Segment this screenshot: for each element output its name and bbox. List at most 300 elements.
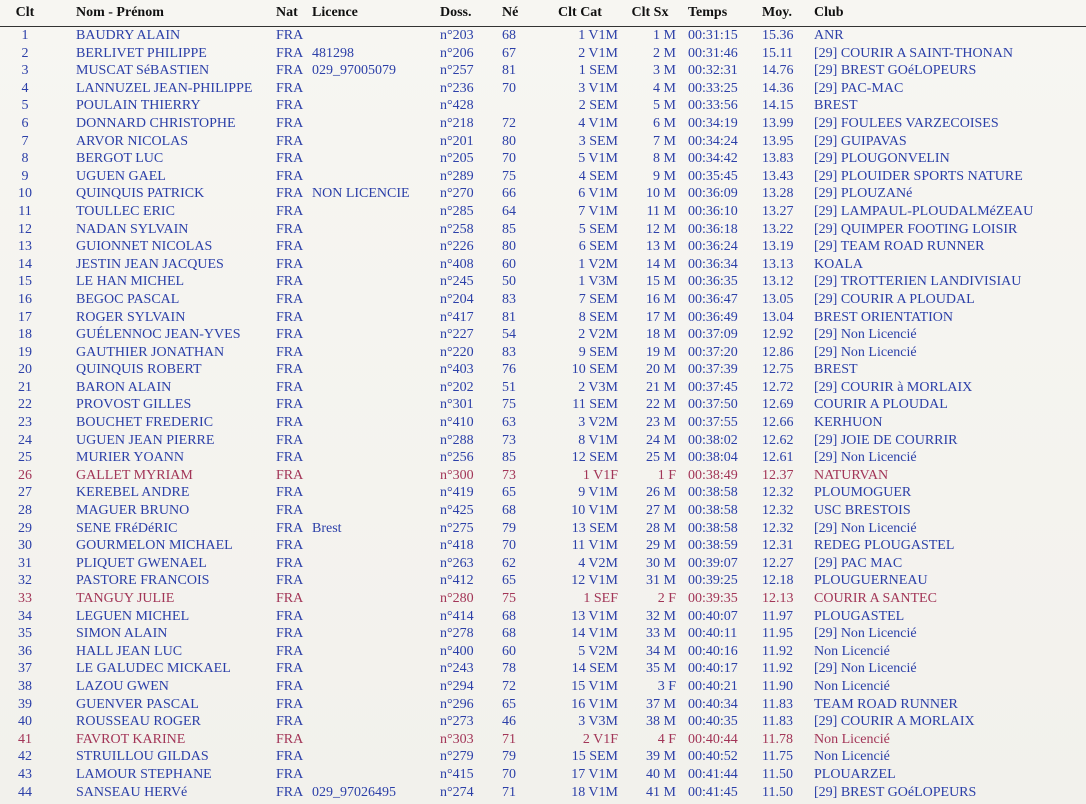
category-rank-cell: 6 SEM (578, 239, 618, 255)
time-cell: 00:36:34 (688, 256, 738, 272)
rank-cell: 35 (18, 626, 32, 642)
sex-rank-cell: 32 M (646, 608, 676, 624)
result-row (0, 625, 1086, 643)
result-row (0, 520, 1086, 538)
sex-rank-cell: 41 M (646, 784, 676, 800)
rank-cell: 13 (18, 239, 32, 255)
category-rank-cell: 2 V1F (582, 731, 618, 747)
category-rank-cell: 8 SEM (578, 309, 618, 325)
birth-year-cell: 79 (502, 520, 516, 536)
club-cell: [29] COURIR A SAINT-THONAN (814, 45, 1013, 61)
speed-cell: 12.31 (762, 538, 794, 554)
rank-cell: 41 (18, 731, 32, 747)
category-rank-cell: 1 V2M (578, 256, 618, 272)
category-rank-cell: 2 SEM (578, 98, 618, 114)
speed-cell: 12.61 (762, 450, 794, 466)
time-cell: 00:38:49 (688, 467, 738, 483)
time-cell: 00:39:35 (688, 591, 738, 606)
sex-rank-cell: 35 M (646, 661, 676, 677)
category-rank-cell: 6 V1M (578, 186, 618, 202)
speed-cell: 13.43 (762, 168, 794, 184)
licence-cell (311, 590, 434, 608)
nat-cell: FRA (276, 555, 304, 571)
rank-cell: 25 (18, 450, 32, 466)
sex-rank-cell: 15 M (646, 274, 676, 290)
speed-cell: 13.13 (762, 256, 794, 272)
club-cell: [29] JOIE DE COURRIR (814, 432, 958, 448)
sex-rank-cell: 33 M (646, 626, 676, 642)
result-row (0, 572, 1086, 590)
bib-cell: n°428 (440, 98, 474, 114)
result-row (0, 643, 1086, 661)
rank-cell: 3 (21, 63, 29, 79)
name-cell: HALL JEAN LUC (76, 643, 183, 659)
bib-cell: n°204 (440, 291, 474, 307)
birth-year-cell: 70 (502, 151, 516, 167)
sex-rank-cell: 13 M (646, 239, 676, 255)
category-rank-cell: 15 V1M (571, 678, 618, 694)
name-cell: SENE FRéDéRIC (76, 520, 178, 536)
result-row (0, 784, 1086, 802)
birth-year-cell: 60 (502, 643, 516, 659)
nat-cell: FRA (276, 98, 304, 114)
licence-cell (311, 326, 434, 344)
result-row (0, 590, 1086, 608)
birth-year-cell: 66 (502, 186, 516, 202)
speed-cell: 12.69 (762, 397, 794, 413)
category-rank-cell: 12 V1M (571, 573, 618, 589)
rank-cell: 20 (18, 362, 32, 378)
sex-rank-cell: 16 M (646, 291, 676, 307)
time-cell: 00:37:55 (688, 415, 738, 431)
birth-year-cell: 71 (502, 784, 516, 800)
rank-cell: 44 (18, 784, 32, 800)
speed-cell: 11.92 (762, 643, 793, 659)
bib-cell: n°226 (440, 239, 474, 255)
sex-rank-cell: 11 M (646, 203, 676, 219)
speed-cell: 11.83 (762, 714, 793, 730)
category-rank-cell: 3 V2M (578, 415, 618, 431)
club-cell: BREST ORIENTATION (814, 309, 954, 325)
bib-cell: n°412 (440, 573, 474, 589)
speed-cell: 13.27 (762, 203, 794, 219)
nat-cell: FRA (276, 362, 304, 378)
name-cell: BERGOT LUC (76, 151, 164, 167)
speed-cell: 14.36 (762, 80, 794, 96)
result-row (0, 309, 1086, 327)
bib-cell: n°227 (440, 327, 474, 343)
result-row (0, 678, 1086, 696)
category-rank-cell: 18 V1M (571, 784, 618, 800)
rank-cell: 42 (18, 749, 32, 765)
bib-cell: n°296 (440, 696, 474, 712)
name-cell: JESTIN JEAN JACQUES (76, 256, 224, 272)
speed-cell: 13.12 (762, 274, 794, 290)
name-cell: BAUDRY ALAIN (76, 28, 181, 43)
category-rank-cell: 7 V1M (578, 203, 618, 219)
club-cell: PLOUMOGUER (814, 485, 912, 501)
bib-cell: n°220 (440, 344, 474, 360)
sex-rank-cell: 8 M (653, 151, 676, 167)
speed-cell: 12.32 (762, 503, 794, 519)
licence-cell (311, 467, 434, 485)
time-cell: 00:34:24 (688, 133, 738, 149)
result-row (0, 379, 1086, 397)
name-cell: POULAIN THIERRY (76, 98, 201, 114)
club-cell: [29] TROTTERIEN LANDIVISIAU (814, 274, 1022, 290)
birth-year-cell: 76 (502, 362, 516, 378)
time-cell: 00:31:46 (688, 45, 738, 61)
licence-cell (311, 115, 434, 133)
licence-cell: 029_97005079 (312, 63, 396, 79)
name-cell: BARON ALAIN (76, 379, 172, 395)
category-rank-cell: 12 SEM (571, 450, 618, 466)
sex-rank-cell: 22 M (646, 397, 676, 413)
speed-cell: 12.32 (762, 485, 794, 501)
category-rank-cell: 2 V2M (578, 327, 618, 343)
club-cell: NATURVAN (814, 467, 889, 483)
time-cell: 00:40:35 (688, 714, 738, 730)
sex-rank-cell: 29 M (646, 538, 676, 554)
rank-cell: 26 (18, 467, 32, 483)
sex-rank-cell: 14 M (646, 256, 676, 272)
birth-year-cell: 75 (502, 591, 516, 606)
result-row (0, 273, 1086, 291)
sex-rank-cell: 25 M (646, 450, 676, 466)
rank-cell: 9 (21, 168, 29, 184)
time-cell: 00:38:59 (688, 538, 738, 554)
category-rank-cell: 14 V1M (571, 626, 618, 642)
time-cell: 00:38:58 (688, 503, 738, 519)
speed-cell: 15.11 (762, 45, 793, 61)
club-cell: [29] BREST GOéLOPEURS (814, 784, 977, 800)
header-clt-sx: Clt Sx (624, 0, 682, 27)
nat-cell: FRA (276, 749, 304, 765)
speed-cell: 11.97 (762, 608, 793, 624)
nat-cell: FRA (276, 485, 304, 501)
name-cell: LAZOU GWEN (76, 678, 169, 694)
birth-year-cell: 65 (502, 696, 516, 712)
nat-cell: FRA (276, 608, 304, 624)
rank-cell: 38 (18, 678, 32, 694)
sex-rank-cell: 18 M (646, 327, 676, 343)
speed-cell: 13.19 (762, 239, 794, 255)
nat-cell: FRA (276, 28, 304, 43)
birth-year-cell: 63 (502, 415, 516, 431)
birth-year-cell: 60 (502, 256, 516, 272)
birth-year-cell: 78 (502, 661, 516, 677)
club-cell: [29] COURIR A PLOUDAL (814, 291, 975, 307)
sex-rank-cell: 1 M (653, 28, 676, 43)
name-cell: DONNARD CHRISTOPHE (76, 115, 236, 131)
club-cell: Non Licencié (814, 749, 890, 765)
sex-rank-cell: 1 F (657, 467, 676, 483)
category-rank-cell: 1 V1F (582, 467, 618, 483)
sex-rank-cell: 24 M (646, 432, 676, 448)
time-cell: 00:36:35 (688, 274, 738, 290)
licence-cell (311, 537, 434, 555)
time-cell: 00:37:09 (688, 327, 738, 343)
sex-rank-cell: 19 M (646, 344, 676, 360)
rank-cell: 11 (18, 203, 32, 219)
bib-cell: n°300 (440, 467, 474, 483)
licence-cell (311, 309, 434, 327)
bib-cell: n°285 (440, 203, 474, 219)
result-row (0, 467, 1086, 485)
rank-cell: 10 (18, 186, 32, 202)
licence-cell (311, 555, 434, 573)
nat-cell: FRA (276, 415, 304, 431)
birth-year-cell: 75 (502, 397, 516, 413)
licence-cell: Brest (312, 520, 342, 536)
rank-cell: 43 (18, 766, 32, 782)
result-row (0, 256, 1086, 274)
time-cell: 00:36:09 (688, 186, 738, 202)
sex-rank-cell: 10 M (646, 186, 676, 202)
club-cell: [29] Non Licencié (814, 626, 917, 642)
category-rank-cell: 11 V1M (571, 538, 618, 554)
birth-year-cell: 68 (502, 28, 516, 43)
result-row (0, 484, 1086, 502)
time-cell: 00:36:24 (688, 239, 738, 255)
rank-cell: 36 (18, 643, 32, 659)
birth-year-cell: 73 (502, 467, 516, 483)
birth-year-cell: 67 (502, 45, 516, 61)
rank-cell: 17 (18, 309, 32, 325)
header-nat: Nat (276, 0, 311, 27)
licence-cell (311, 449, 434, 467)
speed-cell: 11.95 (762, 626, 793, 642)
name-cell: NADAN SYLVAIN (76, 221, 189, 237)
result-row (0, 555, 1086, 573)
club-cell: [29] FOULEES VARZECOISES (814, 115, 999, 131)
bib-cell: n°273 (440, 714, 474, 730)
category-rank-cell: 13 V1M (571, 608, 618, 624)
result-row (0, 62, 1086, 80)
nat-cell: FRA (276, 503, 304, 519)
time-cell: 00:37:45 (688, 379, 738, 395)
licence-cell: 029_97026495 (312, 784, 396, 800)
result-row (0, 696, 1086, 714)
club-cell: [29] Non Licencié (814, 327, 917, 343)
birth-year-cell: 81 (502, 309, 516, 325)
result-row (0, 748, 1086, 766)
licence-cell (311, 432, 434, 450)
bib-cell: n°418 (440, 538, 474, 554)
time-cell: 00:40:07 (688, 608, 738, 624)
bib-cell: n°403 (440, 362, 474, 378)
speed-cell: 13.22 (762, 221, 794, 237)
licence-cell (311, 396, 434, 414)
category-rank-cell: 3 V3M (578, 714, 618, 730)
sex-rank-cell: 12 M (646, 221, 676, 237)
name-cell: BERLIVET PHILIPPE (76, 45, 207, 61)
header-clt: Clt (0, 0, 50, 27)
birth-year-cell: 70 (502, 80, 516, 96)
rank-cell: 27 (18, 485, 32, 501)
licence-cell (311, 678, 434, 696)
category-rank-cell: 4 SEM (578, 168, 618, 184)
time-cell: 00:40:44 (688, 731, 738, 747)
name-cell: ROUSSEAU ROGER (76, 714, 201, 730)
nat-cell: FRA (276, 520, 304, 536)
bib-cell: n°274 (440, 784, 474, 800)
bib-cell: n°218 (440, 115, 474, 131)
time-cell: 00:38:04 (688, 450, 738, 466)
club-cell: [29] PLOUIDER SPORTS NATURE (814, 168, 1023, 184)
result-row (0, 150, 1086, 168)
time-cell: 00:31:15 (688, 28, 738, 43)
bib-cell: n°280 (440, 591, 474, 606)
sex-rank-cell: 30 M (646, 555, 676, 571)
bib-cell: n°205 (440, 151, 474, 167)
rank-cell: 4 (21, 80, 29, 96)
result-row (0, 396, 1086, 414)
club-cell: [29] PAC-MAC (814, 80, 904, 96)
birth-year-cell: 81 (502, 63, 516, 79)
licence-cell (311, 766, 434, 784)
header-nom: Nom - Prénom (50, 0, 276, 27)
time-cell: 00:37:39 (688, 362, 738, 378)
category-rank-cell: 5 V1M (578, 151, 618, 167)
name-cell: TOULLEC ERIC (76, 203, 175, 219)
rank-cell: 7 (21, 133, 29, 149)
category-rank-cell: 1 V1M (578, 28, 618, 43)
sex-rank-cell: 26 M (646, 485, 676, 501)
time-cell: 00:41:45 (688, 784, 738, 800)
rank-cell: 24 (18, 432, 32, 448)
result-row (0, 27, 1086, 45)
time-cell: 00:35:45 (688, 168, 738, 184)
name-cell: LANNUZEL JEAN-PHILIPPE (76, 80, 253, 96)
result-row (0, 203, 1086, 221)
club-cell: [29] PLOUGONVELIN (814, 151, 950, 167)
club-cell: ANR (814, 28, 844, 43)
bib-cell: n°245 (440, 274, 474, 290)
header-row (0, 0, 1086, 27)
club-cell: BREST (814, 98, 858, 114)
rank-cell: 18 (18, 327, 32, 343)
bib-cell: n°408 (440, 256, 474, 272)
sex-rank-cell: 6 M (653, 115, 676, 131)
rank-cell: 34 (18, 608, 32, 624)
speed-cell: 12.66 (762, 415, 794, 431)
time-cell: 00:36:49 (688, 309, 738, 325)
time-cell: 00:38:58 (688, 485, 738, 501)
sex-rank-cell: 28 M (646, 520, 676, 536)
result-row (0, 326, 1086, 344)
category-rank-cell: 14 SEM (571, 661, 618, 677)
sex-rank-cell: 31 M (646, 573, 676, 589)
licence-cell (311, 748, 434, 766)
nat-cell: FRA (276, 678, 304, 694)
time-cell: 00:38:02 (688, 432, 738, 448)
nat-cell: FRA (276, 766, 304, 782)
rank-cell: 14 (18, 256, 32, 272)
bib-cell: n°289 (440, 168, 474, 184)
bib-cell: n°206 (440, 45, 474, 61)
nat-cell: FRA (276, 221, 304, 237)
bib-cell: n°288 (440, 432, 474, 448)
name-cell: PASTORE FRANCOIS (76, 573, 210, 589)
speed-cell: 12.32 (762, 520, 794, 536)
licence-cell (311, 502, 434, 520)
result-row (0, 221, 1086, 239)
club-cell: PLOUARZEL (814, 766, 896, 782)
name-cell: TANGUY JULIE (76, 591, 175, 606)
nat-cell: FRA (276, 573, 304, 589)
club-cell: Non Licencié (814, 678, 890, 694)
time-cell: 00:37:20 (688, 344, 738, 360)
rank-cell: 8 (21, 151, 29, 167)
licence-cell (311, 643, 434, 661)
sex-rank-cell: 23 M (646, 415, 676, 431)
time-cell: 00:33:25 (688, 80, 738, 96)
nat-cell: FRA (276, 696, 304, 712)
nat-cell: FRA (276, 151, 304, 167)
rank-cell: 28 (18, 503, 32, 519)
club-cell: [29] QUIMPER FOOTING LOISIR (814, 221, 1018, 237)
birth-year-cell: 72 (502, 678, 516, 694)
category-rank-cell: 10 V1M (571, 503, 618, 519)
bib-cell: n°279 (440, 749, 474, 765)
name-cell: GAUTHIER JONATHAN (76, 344, 225, 360)
result-row (0, 414, 1086, 432)
result-row (0, 502, 1086, 520)
category-rank-cell: 4 V2M (578, 555, 618, 571)
name-cell: UGUEN GAEL (76, 168, 166, 184)
category-rank-cell: 15 SEM (571, 749, 618, 765)
rank-cell: 37 (18, 661, 32, 677)
club-cell: [29] Non Licencié (814, 661, 917, 677)
birth-year-cell: 85 (502, 221, 516, 237)
rank-cell: 33 (18, 591, 32, 606)
speed-cell: 11.90 (762, 678, 793, 694)
licence-cell (311, 361, 434, 379)
licence-cell (311, 133, 434, 151)
sex-rank-cell: 34 M (646, 643, 676, 659)
result-row (0, 713, 1086, 731)
name-cell: STRUILLOU GILDAS (76, 749, 209, 765)
speed-cell: 12.18 (762, 573, 794, 589)
bib-cell: n°243 (440, 661, 474, 677)
club-cell: [29] LAMPAUL-PLOUDALMéZEAU (814, 203, 1034, 219)
bib-cell: n°201 (440, 133, 474, 149)
birth-year-cell: 68 (502, 503, 516, 519)
club-cell: [29] COURIR A MORLAIX (814, 714, 975, 730)
name-cell: GUIONNET NICOLAS (76, 239, 213, 255)
rank-cell: 29 (18, 520, 32, 536)
nat-cell: FRA (276, 63, 304, 79)
time-cell: 00:40:16 (688, 643, 738, 659)
speed-cell: 12.27 (762, 555, 794, 571)
category-rank-cell: 2 V1M (578, 45, 618, 61)
birth-year-cell: 65 (502, 485, 516, 501)
licence-cell (311, 291, 434, 309)
rank-cell: 22 (18, 397, 32, 413)
nat-cell: FRA (276, 643, 304, 659)
name-cell: GUÉLENNOC JEAN-YVES (76, 327, 241, 343)
bib-cell: n°257 (440, 63, 474, 79)
speed-cell: 13.28 (762, 186, 794, 202)
club-cell: Non Licencié (814, 643, 890, 659)
speed-cell: 12.62 (762, 432, 794, 448)
birth-year-cell: 80 (502, 239, 516, 255)
bib-cell: n°256 (440, 450, 474, 466)
time-cell: 00:40:21 (688, 678, 738, 694)
bib-cell: n°203 (440, 28, 474, 43)
speed-cell: 12.92 (762, 327, 794, 343)
